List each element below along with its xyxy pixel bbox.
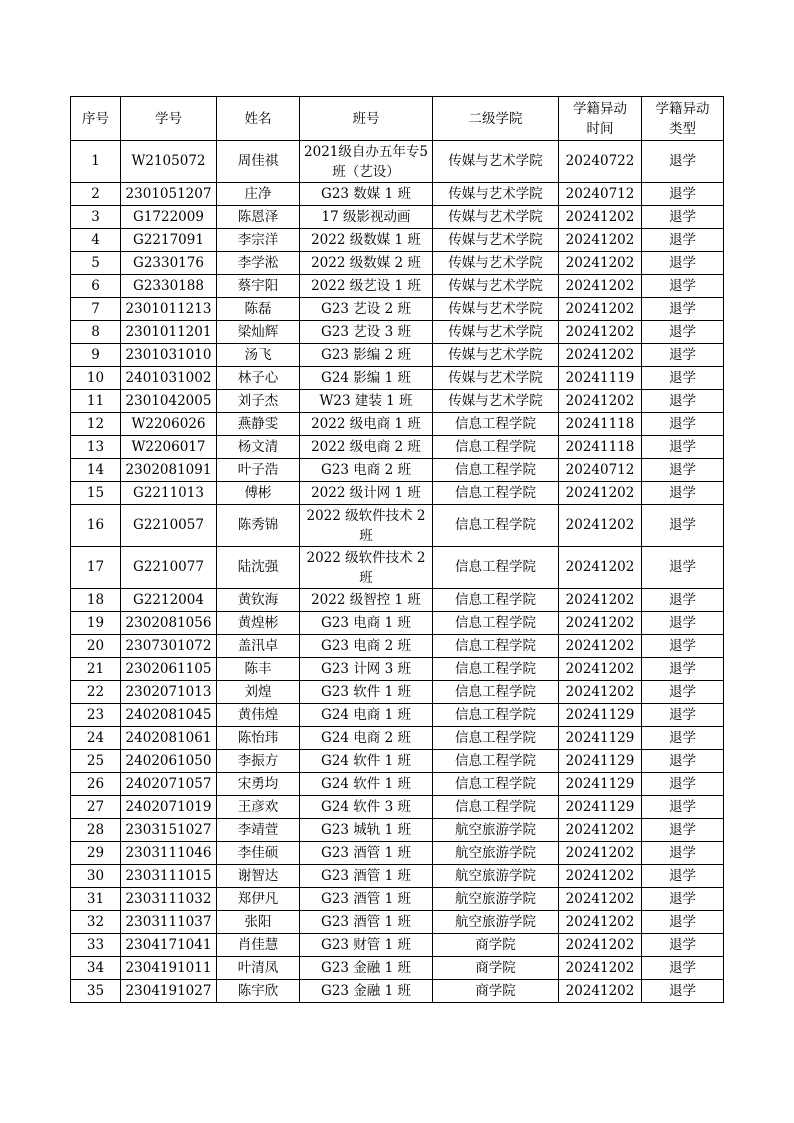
table-row bbox=[71, 980, 724, 1003]
cell-name: 傅彬 bbox=[217, 482, 300, 505]
cell-seq: 15 bbox=[71, 482, 121, 505]
table-row bbox=[71, 750, 724, 773]
table-row bbox=[71, 252, 724, 275]
cell-college: 信息工程学院 bbox=[433, 436, 559, 459]
cell-change-type: 退学 bbox=[642, 547, 724, 589]
cell-class: G23 酒管 1 班 bbox=[300, 865, 433, 888]
cell-name: 蔡宇阳 bbox=[217, 275, 300, 298]
col-header-class: 班号 bbox=[300, 97, 433, 141]
cell-name: 李靖萱 bbox=[217, 819, 300, 842]
cell-seq: 26 bbox=[71, 773, 121, 796]
cell-name: 谢智达 bbox=[217, 865, 300, 888]
cell-change-time: 20241202 bbox=[559, 547, 642, 589]
cell-college: 传媒与艺术学院 bbox=[433, 275, 559, 298]
cell-name: 陈宇欣 bbox=[217, 980, 300, 1003]
col-header-change-type: 学籍异动 类型 bbox=[642, 97, 724, 141]
cell-change-type: 退学 bbox=[642, 658, 724, 681]
cell-class: 2022 级计网 1 班 bbox=[300, 482, 433, 505]
cell-change-time: 20241202 bbox=[559, 911, 642, 934]
table-row bbox=[71, 704, 724, 727]
cell-change-type: 退学 bbox=[642, 589, 724, 612]
cell-seq: 4 bbox=[71, 229, 121, 252]
cell-student-id: G2212004 bbox=[121, 589, 217, 612]
cell-college: 商学院 bbox=[433, 957, 559, 980]
cell-seq: 10 bbox=[71, 367, 121, 390]
cell-seq: 6 bbox=[71, 275, 121, 298]
cell-seq: 20 bbox=[71, 635, 121, 658]
cell-class: G23 数媒 1 班 bbox=[300, 183, 433, 206]
cell-seq: 31 bbox=[71, 888, 121, 911]
col-header-college: 二级学院 bbox=[433, 97, 559, 141]
cell-class: G23 财管 1 班 bbox=[300, 934, 433, 957]
cell-student-id: 2402071019 bbox=[121, 796, 217, 819]
cell-class: G23 电商 1 班 bbox=[300, 612, 433, 635]
cell-class: W23 建装 1 班 bbox=[300, 390, 433, 413]
cell-change-type: 退学 bbox=[642, 252, 724, 275]
cell-class: 2022 级数媒 2 班 bbox=[300, 252, 433, 275]
cell-change-type: 退学 bbox=[642, 773, 724, 796]
cell-college: 传媒与艺术学院 bbox=[433, 321, 559, 344]
cell-change-time: 20241119 bbox=[559, 367, 642, 390]
cell-college: 航空旅游学院 bbox=[433, 842, 559, 865]
cell-name: 汤飞 bbox=[217, 344, 300, 367]
cell-name: 张阳 bbox=[217, 911, 300, 934]
cell-class: 17 级影视动画 bbox=[300, 206, 433, 229]
cell-student-id: G2330188 bbox=[121, 275, 217, 298]
cell-change-time: 20241202 bbox=[559, 888, 642, 911]
cell-change-type: 退学 bbox=[642, 141, 724, 183]
col-header-student-id: 学号 bbox=[121, 97, 217, 141]
table-row bbox=[71, 888, 724, 911]
cell-class: 2022 级电商 1 班 bbox=[300, 413, 433, 436]
cell-change-type: 退学 bbox=[642, 842, 724, 865]
cell-change-time: 20241202 bbox=[559, 934, 642, 957]
cell-change-type: 退学 bbox=[642, 934, 724, 957]
table-row bbox=[71, 842, 724, 865]
cell-name: 李佳硕 bbox=[217, 842, 300, 865]
table-row bbox=[71, 298, 724, 321]
cell-change-time: 20241118 bbox=[559, 413, 642, 436]
cell-college: 航空旅游学院 bbox=[433, 819, 559, 842]
table-row bbox=[71, 413, 724, 436]
cell-college: 信息工程学院 bbox=[433, 681, 559, 704]
col-header-change-time: 学籍异动 时间 bbox=[559, 97, 642, 141]
cell-student-id: 2302061105 bbox=[121, 658, 217, 681]
cell-college: 航空旅游学院 bbox=[433, 911, 559, 934]
cell-change-type: 退学 bbox=[642, 957, 724, 980]
table-row bbox=[71, 482, 724, 505]
cell-change-type: 退学 bbox=[642, 367, 724, 390]
table-row bbox=[71, 459, 724, 482]
table-row bbox=[71, 612, 724, 635]
cell-change-type: 退学 bbox=[642, 436, 724, 459]
cell-change-time: 20241202 bbox=[559, 482, 642, 505]
cell-student-id: 2307301072 bbox=[121, 635, 217, 658]
cell-class: 2022 级软件技术 2 班 bbox=[300, 547, 433, 589]
cell-student-id: G1722009 bbox=[121, 206, 217, 229]
cell-class: G24 电商 1 班 bbox=[300, 704, 433, 727]
cell-college: 传媒与艺术学院 bbox=[433, 229, 559, 252]
table-row bbox=[71, 589, 724, 612]
cell-college: 传媒与艺术学院 bbox=[433, 141, 559, 183]
cell-name: 黄钦海 bbox=[217, 589, 300, 612]
cell-change-type: 退学 bbox=[642, 980, 724, 1003]
cell-college: 传媒与艺术学院 bbox=[433, 367, 559, 390]
table-row bbox=[71, 505, 724, 547]
cell-class: G24 软件 1 班 bbox=[300, 750, 433, 773]
cell-name: 叶子浩 bbox=[217, 459, 300, 482]
cell-change-type: 退学 bbox=[642, 505, 724, 547]
cell-seq: 9 bbox=[71, 344, 121, 367]
cell-change-time: 20241202 bbox=[559, 505, 642, 547]
cell-class: G24 影编 1 班 bbox=[300, 367, 433, 390]
header-row bbox=[71, 97, 724, 141]
cell-student-id: G2217091 bbox=[121, 229, 217, 252]
cell-class: G23 金融 1 班 bbox=[300, 957, 433, 980]
table-row bbox=[71, 727, 724, 750]
cell-college: 传媒与艺术学院 bbox=[433, 206, 559, 229]
cell-name: 黄伟煌 bbox=[217, 704, 300, 727]
cell-student-id: 2303151027 bbox=[121, 819, 217, 842]
cell-change-type: 退学 bbox=[642, 796, 724, 819]
cell-class: 2021级自办五年专5班（艺设） bbox=[300, 141, 433, 183]
cell-seq: 21 bbox=[71, 658, 121, 681]
cell-student-id: 2301011201 bbox=[121, 321, 217, 344]
cell-change-time: 20241202 bbox=[559, 252, 642, 275]
cell-class: G23 电商 2 班 bbox=[300, 635, 433, 658]
cell-student-id: 2303111032 bbox=[121, 888, 217, 911]
cell-name: 刘子杰 bbox=[217, 390, 300, 413]
cell-change-time: 20241129 bbox=[559, 750, 642, 773]
cell-seq: 12 bbox=[71, 413, 121, 436]
cell-change-time: 20241129 bbox=[559, 796, 642, 819]
cell-change-type: 退学 bbox=[642, 865, 724, 888]
table-row bbox=[71, 547, 724, 589]
cell-change-time: 20241118 bbox=[559, 436, 642, 459]
cell-seq: 11 bbox=[71, 390, 121, 413]
cell-student-id: G2330176 bbox=[121, 252, 217, 275]
cell-seq: 25 bbox=[71, 750, 121, 773]
cell-name: 肖佳慧 bbox=[217, 934, 300, 957]
cell-class: 2022 级艺设 1 班 bbox=[300, 275, 433, 298]
table-row bbox=[71, 390, 724, 413]
cell-class: G23 金融 1 班 bbox=[300, 980, 433, 1003]
table-row bbox=[71, 183, 724, 206]
cell-seq: 18 bbox=[71, 589, 121, 612]
cell-college: 信息工程学院 bbox=[433, 413, 559, 436]
table-row bbox=[71, 934, 724, 957]
cell-change-time: 20241202 bbox=[559, 390, 642, 413]
cell-seq: 2 bbox=[71, 183, 121, 206]
cell-student-id: W2105072 bbox=[121, 141, 217, 183]
cell-college: 信息工程学院 bbox=[433, 773, 559, 796]
cell-college: 传媒与艺术学院 bbox=[433, 344, 559, 367]
cell-college: 信息工程学院 bbox=[433, 635, 559, 658]
cell-class: G23 酒管 1 班 bbox=[300, 888, 433, 911]
table-row bbox=[71, 635, 724, 658]
cell-college: 商学院 bbox=[433, 980, 559, 1003]
cell-change-time: 20241202 bbox=[559, 865, 642, 888]
cell-college: 信息工程学院 bbox=[433, 796, 559, 819]
table-row bbox=[71, 141, 724, 183]
cell-student-id: W2206017 bbox=[121, 436, 217, 459]
cell-class: G23 酒管 1 班 bbox=[300, 911, 433, 934]
cell-seq: 17 bbox=[71, 547, 121, 589]
cell-change-type: 退学 bbox=[642, 819, 724, 842]
cell-change-type: 退学 bbox=[642, 275, 724, 298]
cell-seq: 32 bbox=[71, 911, 121, 934]
cell-change-type: 退学 bbox=[642, 390, 724, 413]
cell-student-id: 2402081061 bbox=[121, 727, 217, 750]
cell-class: 2022 级软件技术 2 班 bbox=[300, 505, 433, 547]
cell-student-id: 2303111046 bbox=[121, 842, 217, 865]
cell-name: 陈磊 bbox=[217, 298, 300, 321]
cell-change-type: 退学 bbox=[642, 888, 724, 911]
cell-college: 传媒与艺术学院 bbox=[433, 298, 559, 321]
cell-change-type: 退学 bbox=[642, 344, 724, 367]
table-row bbox=[71, 773, 724, 796]
cell-name: 陆沈强 bbox=[217, 547, 300, 589]
cell-name: 宋勇均 bbox=[217, 773, 300, 796]
cell-student-id: 2302071013 bbox=[121, 681, 217, 704]
cell-change-type: 退学 bbox=[642, 727, 724, 750]
table-row bbox=[71, 865, 724, 888]
cell-name: 杨文清 bbox=[217, 436, 300, 459]
cell-student-id: G2210057 bbox=[121, 505, 217, 547]
cell-student-id: 2304191027 bbox=[121, 980, 217, 1003]
student-status-table bbox=[70, 96, 724, 1003]
cell-change-time: 20241129 bbox=[559, 773, 642, 796]
cell-seq: 7 bbox=[71, 298, 121, 321]
cell-class: 2022 级电商 2 班 bbox=[300, 436, 433, 459]
cell-change-time: 20241202 bbox=[559, 842, 642, 865]
cell-student-id: 2301031010 bbox=[121, 344, 217, 367]
cell-change-time: 20241202 bbox=[559, 298, 642, 321]
cell-class: G23 计网 3 班 bbox=[300, 658, 433, 681]
cell-change-time: 20241202 bbox=[559, 206, 642, 229]
cell-change-time: 20241129 bbox=[559, 704, 642, 727]
col-header-name: 姓名 bbox=[217, 97, 300, 141]
cell-student-id: 2402081045 bbox=[121, 704, 217, 727]
cell-student-id: 2304191011 bbox=[121, 957, 217, 980]
cell-class: G24 软件 1 班 bbox=[300, 773, 433, 796]
cell-change-time: 20241202 bbox=[559, 344, 642, 367]
cell-college: 传媒与艺术学院 bbox=[433, 390, 559, 413]
table-row bbox=[71, 206, 724, 229]
cell-change-type: 退学 bbox=[642, 482, 724, 505]
table-row bbox=[71, 911, 724, 934]
cell-change-type: 退学 bbox=[642, 413, 724, 436]
cell-student-id: 2402061050 bbox=[121, 750, 217, 773]
cell-name: 陈丰 bbox=[217, 658, 300, 681]
cell-seq: 35 bbox=[71, 980, 121, 1003]
cell-change-time: 20241129 bbox=[559, 727, 642, 750]
cell-class: G23 电商 2 班 bbox=[300, 459, 433, 482]
cell-change-type: 退学 bbox=[642, 635, 724, 658]
cell-student-id: 2301042005 bbox=[121, 390, 217, 413]
cell-name: 陈怡玮 bbox=[217, 727, 300, 750]
cell-name: 王彦欢 bbox=[217, 796, 300, 819]
cell-student-id: 2401031002 bbox=[121, 367, 217, 390]
cell-college: 信息工程学院 bbox=[433, 658, 559, 681]
cell-seq: 13 bbox=[71, 436, 121, 459]
cell-seq: 29 bbox=[71, 842, 121, 865]
cell-student-id: 2402071057 bbox=[121, 773, 217, 796]
cell-class: G23 城轨 1 班 bbox=[300, 819, 433, 842]
cell-college: 信息工程学院 bbox=[433, 727, 559, 750]
cell-seq: 27 bbox=[71, 796, 121, 819]
cell-name: 林子心 bbox=[217, 367, 300, 390]
cell-class: G23 软件 1 班 bbox=[300, 681, 433, 704]
cell-seq: 28 bbox=[71, 819, 121, 842]
cell-seq: 8 bbox=[71, 321, 121, 344]
cell-student-id: 2303111037 bbox=[121, 911, 217, 934]
table-row bbox=[71, 436, 724, 459]
cell-name: 黄煌彬 bbox=[217, 612, 300, 635]
cell-change-time: 20241202 bbox=[559, 658, 642, 681]
cell-college: 航空旅游学院 bbox=[433, 888, 559, 911]
cell-class: 2022 级智控 1 班 bbox=[300, 589, 433, 612]
cell-student-id: G2211013 bbox=[121, 482, 217, 505]
cell-student-id: 2301051207 bbox=[121, 183, 217, 206]
cell-seq: 16 bbox=[71, 505, 121, 547]
student-status-table-wrapper bbox=[70, 96, 724, 1003]
cell-college: 传媒与艺术学院 bbox=[433, 252, 559, 275]
cell-name: 陈恩泽 bbox=[217, 206, 300, 229]
cell-college: 信息工程学院 bbox=[433, 482, 559, 505]
cell-student-id: 2303111015 bbox=[121, 865, 217, 888]
cell-change-time: 20241202 bbox=[559, 635, 642, 658]
cell-class: G24 软件 3 班 bbox=[300, 796, 433, 819]
cell-college: 航空旅游学院 bbox=[433, 865, 559, 888]
cell-name: 盖汛卓 bbox=[217, 635, 300, 658]
cell-name: 叶清凤 bbox=[217, 957, 300, 980]
cell-change-time: 20241202 bbox=[559, 589, 642, 612]
table-body bbox=[71, 141, 724, 1003]
cell-college: 信息工程学院 bbox=[433, 589, 559, 612]
cell-college: 信息工程学院 bbox=[433, 750, 559, 773]
cell-change-time: 20241202 bbox=[559, 819, 642, 842]
col-header-seq: 序号 bbox=[71, 97, 121, 141]
cell-college: 信息工程学院 bbox=[433, 612, 559, 635]
cell-seq: 1 bbox=[71, 141, 121, 183]
cell-college: 信息工程学院 bbox=[433, 547, 559, 589]
cell-seq: 14 bbox=[71, 459, 121, 482]
cell-seq: 3 bbox=[71, 206, 121, 229]
cell-college: 商学院 bbox=[433, 934, 559, 957]
cell-change-time: 20241202 bbox=[559, 275, 642, 298]
cell-change-type: 退学 bbox=[642, 750, 724, 773]
cell-change-type: 退学 bbox=[642, 298, 724, 321]
cell-change-type: 退学 bbox=[642, 911, 724, 934]
cell-change-type: 退学 bbox=[642, 229, 724, 252]
table-row bbox=[71, 367, 724, 390]
cell-name: 李振方 bbox=[217, 750, 300, 773]
table-row bbox=[71, 681, 724, 704]
cell-student-id: 2302081091 bbox=[121, 459, 217, 482]
cell-seq: 34 bbox=[71, 957, 121, 980]
cell-change-time: 20240712 bbox=[559, 183, 642, 206]
cell-change-type: 退学 bbox=[642, 206, 724, 229]
cell-change-time: 20240722 bbox=[559, 141, 642, 183]
cell-seq: 5 bbox=[71, 252, 121, 275]
table-row bbox=[71, 658, 724, 681]
cell-change-type: 退学 bbox=[642, 612, 724, 635]
cell-college: 信息工程学院 bbox=[433, 505, 559, 547]
cell-student-id: W2206026 bbox=[121, 413, 217, 436]
cell-name: 李学淞 bbox=[217, 252, 300, 275]
cell-name: 陈秀锦 bbox=[217, 505, 300, 547]
cell-name: 周佳祺 bbox=[217, 141, 300, 183]
cell-change-time: 20241202 bbox=[559, 957, 642, 980]
cell-seq: 24 bbox=[71, 727, 121, 750]
cell-name: 李宗洋 bbox=[217, 229, 300, 252]
cell-class: G23 艺设 3 班 bbox=[300, 321, 433, 344]
cell-college: 传媒与艺术学院 bbox=[433, 183, 559, 206]
cell-seq: 33 bbox=[71, 934, 121, 957]
cell-student-id: 2304171041 bbox=[121, 934, 217, 957]
cell-seq: 22 bbox=[71, 681, 121, 704]
table-row bbox=[71, 229, 724, 252]
cell-change-type: 退学 bbox=[642, 183, 724, 206]
cell-class: G24 电商 2 班 bbox=[300, 727, 433, 750]
cell-change-time: 20241202 bbox=[559, 321, 642, 344]
cell-change-time: 20241202 bbox=[559, 612, 642, 635]
cell-class: G23 影编 2 班 bbox=[300, 344, 433, 367]
cell-student-id: 2301011213 bbox=[121, 298, 217, 321]
cell-class: G23 艺设 2 班 bbox=[300, 298, 433, 321]
cell-seq: 23 bbox=[71, 704, 121, 727]
table-row bbox=[71, 957, 724, 980]
cell-name: 郑伊凡 bbox=[217, 888, 300, 911]
cell-student-id: G2210077 bbox=[121, 547, 217, 589]
cell-student-id: 2302081056 bbox=[121, 612, 217, 635]
cell-change-time: 20241202 bbox=[559, 229, 642, 252]
cell-name: 梁灿辉 bbox=[217, 321, 300, 344]
cell-change-type: 退学 bbox=[642, 321, 724, 344]
table-row bbox=[71, 819, 724, 842]
table-row bbox=[71, 796, 724, 819]
cell-class: 2022 级数媒 1 班 bbox=[300, 229, 433, 252]
cell-name: 庄净 bbox=[217, 183, 300, 206]
table-row bbox=[71, 275, 724, 298]
table-row bbox=[71, 344, 724, 367]
cell-change-type: 退学 bbox=[642, 459, 724, 482]
cell-name: 燕静雯 bbox=[217, 413, 300, 436]
cell-name: 刘煌 bbox=[217, 681, 300, 704]
table-row bbox=[71, 321, 724, 344]
cell-change-type: 退学 bbox=[642, 704, 724, 727]
cell-change-time: 20241202 bbox=[559, 681, 642, 704]
cell-college: 信息工程学院 bbox=[433, 704, 559, 727]
cell-seq: 19 bbox=[71, 612, 121, 635]
cell-change-time: 20241202 bbox=[559, 980, 642, 1003]
cell-class: G23 酒管 1 班 bbox=[300, 842, 433, 865]
cell-change-type: 退学 bbox=[642, 681, 724, 704]
cell-college: 信息工程学院 bbox=[433, 459, 559, 482]
cell-seq: 30 bbox=[71, 865, 121, 888]
cell-change-time: 20240712 bbox=[559, 459, 642, 482]
